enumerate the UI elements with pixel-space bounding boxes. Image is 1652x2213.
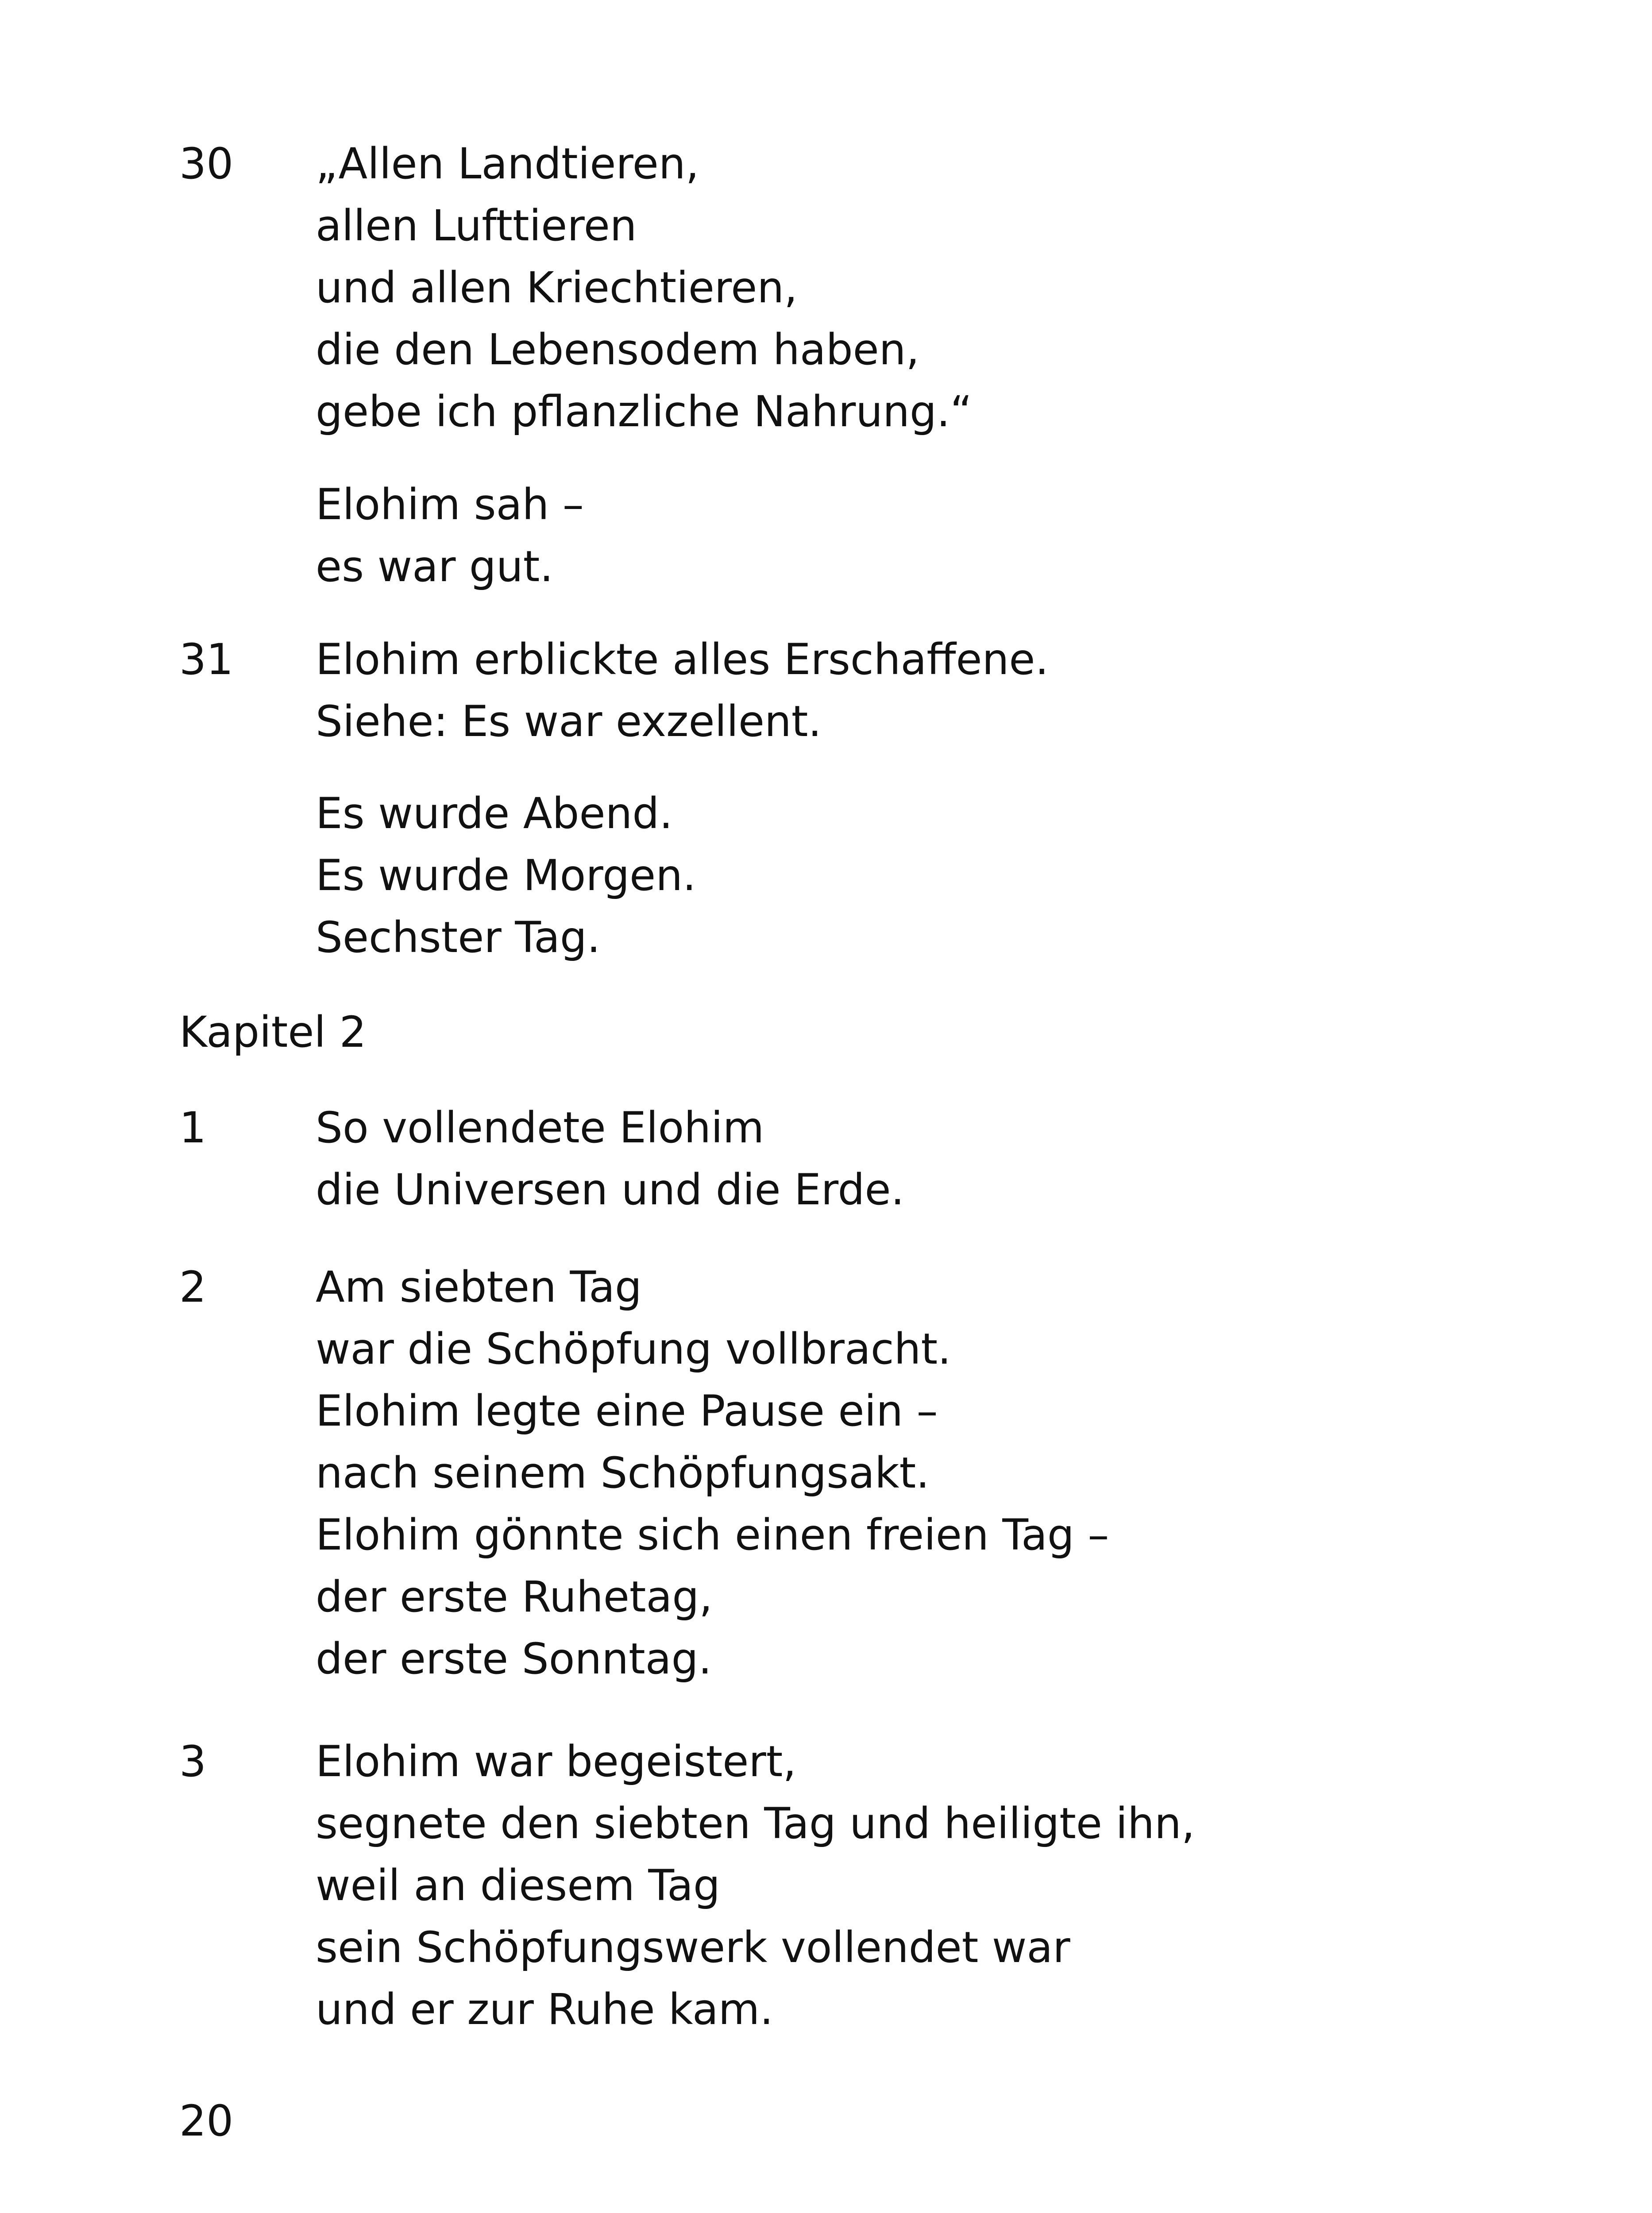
- verse-line: Elohim erblickte alles Erschaffene.: [316, 635, 1049, 684]
- verse-text: [316, 1097, 904, 1221]
- verse-line: sein Schöpfungswerk vollendet war: [316, 1923, 1070, 1972]
- verse-line: Es wurde Abend.: [316, 789, 673, 838]
- verse-text: [316, 628, 1049, 752]
- verse-line: Sechster Tag.: [316, 913, 601, 962]
- verse-line: war die Schöpfung vollbracht.: [316, 1324, 951, 1374]
- verse-text: [316, 1256, 1109, 1690]
- verse-text: [316, 474, 584, 598]
- verse-line: weil an diesem Tag: [316, 1861, 720, 1910]
- verse-number: 1: [179, 1103, 207, 1153]
- page-number: 20: [179, 2096, 234, 2146]
- verse-text: [316, 783, 696, 968]
- chapter-heading: Kapitel 2: [179, 1007, 367, 1057]
- verse-line: Am siebten Tag: [316, 1262, 642, 1312]
- verse-text: [316, 1731, 1195, 2040]
- verse-line: Elohim gönnte sich einen freien Tag –: [316, 1510, 1109, 1560]
- verse-line: allen Lufttieren: [316, 201, 637, 251]
- verse-line: die den Lebensodem haben,: [316, 325, 920, 374]
- verse-line: und er zur Ruhe kam.: [316, 1985, 773, 2034]
- verse-number: 30: [179, 139, 234, 189]
- verse-line: der erste Ruhetag,: [316, 1572, 713, 1622]
- verse-line: „Allen Landtieren,: [316, 139, 699, 189]
- verse-line: und allen Kriechtieren,: [316, 263, 798, 312]
- verse-text: [316, 133, 972, 443]
- verse-line: Es wurde Morgen.: [316, 851, 696, 900]
- verse-number: 3: [179, 1737, 207, 1786]
- verse-line: Elohim legte eine Pause ein –: [316, 1386, 938, 1436]
- verse-number: 2: [179, 1262, 207, 1312]
- verse-line: nach seinem Schöpfungsakt.: [316, 1448, 930, 1498]
- verse-line: gebe ich pflanzliche Nahrung.“: [316, 387, 973, 436]
- verse-line: So vollendete Elohim: [316, 1103, 764, 1153]
- verse-line: Elohim sah –: [316, 480, 584, 529]
- verse-line: die Universen und die Erde.: [316, 1165, 905, 1214]
- verse-line: es war gut.: [316, 542, 553, 591]
- verse-line: Siehe: Es war exzellent.: [316, 697, 822, 746]
- verse-line: segnete den siebten Tag und heiligte ihn,: [316, 1799, 1195, 1848]
- verse-number: 31: [179, 635, 234, 684]
- verse-line: der erste Sonntag.: [316, 1634, 712, 1684]
- verse-line: Elohim war begeistert,: [316, 1737, 796, 1786]
